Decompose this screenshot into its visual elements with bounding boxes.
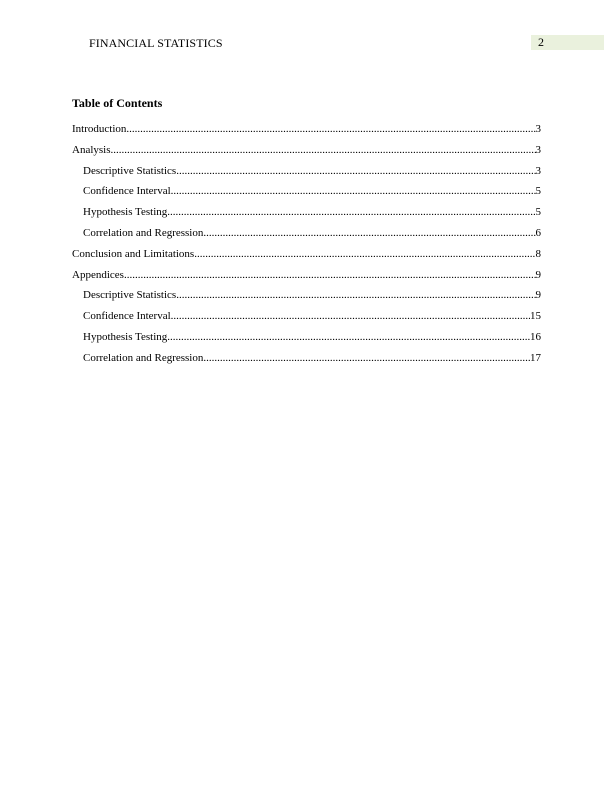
toc-entry-page: 9	[535, 268, 541, 281]
page-number: 2	[531, 35, 604, 50]
toc-dot-leader	[176, 289, 535, 301]
toc-entry-confidence-interval[interactable]	[72, 185, 541, 206]
toc-entry-page: 16	[530, 330, 541, 343]
toc-entry-label: Descriptive Statistics	[83, 289, 177, 302]
toc-entry-correlation-and-regression[interactable]	[72, 227, 541, 248]
toc-dot-leader	[171, 310, 530, 322]
toc-entry-label: Correlation and Regression	[83, 351, 204, 364]
toc-dot-leader	[176, 165, 535, 177]
toc-entry-label: Correlation and Regression	[83, 226, 204, 239]
toc-list	[72, 123, 541, 373]
toc-dot-leader	[194, 248, 535, 260]
toc-entry-appendices[interactable]	[72, 269, 541, 290]
toc-entry-page: 5	[535, 206, 541, 219]
toc-entry-label: Appendices	[72, 268, 124, 281]
toc-entry-appendix-confidence-interval[interactable]	[72, 310, 541, 331]
toc-entry-descriptive-statistics[interactable]	[72, 165, 541, 186]
toc-entry-label: Hypothesis Testing	[83, 206, 168, 219]
toc-dot-leader	[171, 185, 536, 197]
toc-entry-label: Confidence Interval	[83, 185, 171, 198]
toc-entry-hypothesis-testing[interactable]	[72, 206, 541, 227]
toc-dot-leader	[167, 331, 530, 343]
toc-entry-label: Descriptive Statistics	[83, 164, 177, 177]
toc-entry-label: Confidence Interval	[83, 310, 171, 323]
toc-entry-label: Conclusion and Limitations	[72, 247, 195, 260]
toc-entry-appendix-descriptive-statistics[interactable]	[72, 289, 541, 310]
toc-dot-leader	[167, 206, 535, 218]
toc-dot-leader	[126, 123, 535, 135]
toc-entry-page: 9	[535, 289, 541, 302]
toc-entry-label: Hypothesis Testing	[83, 330, 168, 343]
toc-dot-leader	[111, 144, 536, 156]
toc-entry-introduction[interactable]	[72, 123, 541, 144]
toc-entry-label: Analysis	[72, 143, 111, 156]
toc-entry-page: 15	[530, 310, 541, 323]
running-head-title: FINANCIAL STATISTICS	[89, 36, 223, 50]
toc-entry-analysis[interactable]	[72, 144, 541, 165]
toc-entry-appendix-correlation-and-regression[interactable]	[72, 352, 541, 373]
toc-entry-page: 3	[535, 164, 541, 177]
toc-entry-page: 17	[530, 351, 541, 364]
toc-entry-label: Introduction	[72, 123, 127, 135]
toc-entry-page: 3	[535, 123, 541, 135]
toc-dot-leader	[203, 352, 530, 364]
toc-entry-conclusion-and-limitations[interactable]	[72, 248, 541, 269]
toc-entry-appendix-hypothesis-testing[interactable]	[72, 331, 541, 352]
toc-dot-leader	[203, 227, 535, 239]
toc-heading: Table of Contents	[72, 96, 163, 110]
toc-entry-page: 5	[535, 185, 541, 198]
toc-entry-page: 8	[535, 247, 541, 260]
toc-dot-leader	[124, 269, 536, 281]
toc-entry-page: 6	[535, 226, 541, 239]
toc-entry-page: 3	[535, 143, 541, 156]
